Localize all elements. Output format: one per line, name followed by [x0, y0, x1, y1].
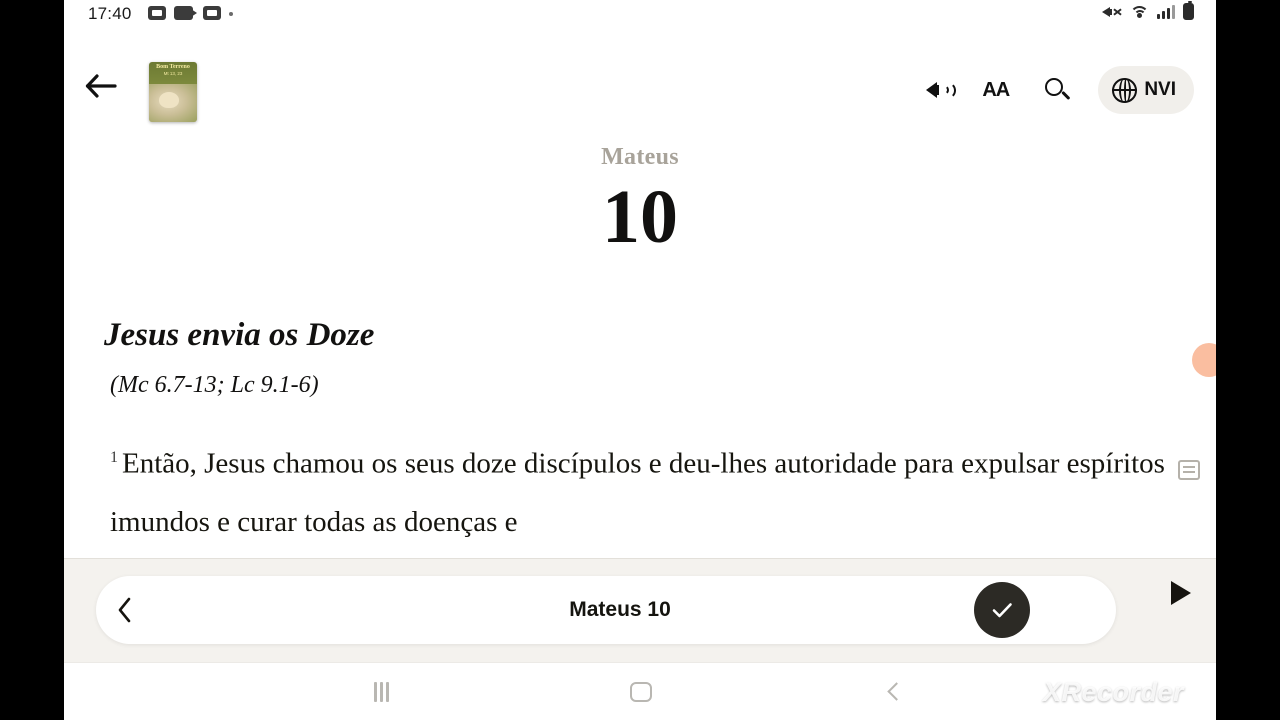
globe-icon: [1112, 78, 1137, 103]
play-button[interactable]: [1154, 569, 1202, 617]
bible-version-chip[interactable]: [1098, 66, 1194, 114]
verse-paragraph[interactable]: [104, 429, 1176, 551]
verse-text: Então, Jesus chamou os seus doze discípulos e deu-lhes autoridade para expulsar espíritos imundos e curar todas as doenças e: [110, 447, 1165, 538]
verse-number: 1: [110, 449, 118, 466]
audio-player-card: [96, 576, 1116, 644]
back-button[interactable]: [84, 72, 118, 100]
app-top-bar: [64, 30, 1216, 102]
play-icon: [1171, 581, 1191, 605]
cellular-signal-icon: [1157, 4, 1175, 19]
video-camera-icon: [174, 6, 193, 20]
search-icon[interactable]: [1040, 73, 1074, 107]
section-cross-reference: (Mc 6.7-13; Lc 9.1-6): [110, 372, 319, 398]
scripture-content: [64, 144, 1216, 551]
screen-chip-icon: [203, 6, 221, 20]
battery-icon: [1183, 3, 1194, 20]
status-bar: [64, 0, 1216, 30]
font-size-button[interactable]: [982, 73, 1016, 107]
book-name: Mateus: [601, 144, 679, 170]
screen-recorder-watermark: XRecorder: [1042, 677, 1184, 707]
status-bar-right-cluster: [1102, 3, 1194, 20]
book-cover-title: Bom Terreno: [156, 64, 190, 70]
wifi-icon: [1130, 4, 1149, 19]
book-cover-image: [149, 84, 197, 122]
section-heading: Jesus envia os Doze: [104, 317, 375, 353]
volume-mute-icon: [1102, 3, 1122, 20]
book-cover-thumbnail[interactable]: [149, 62, 197, 122]
screen-record-chip-icon: [148, 6, 166, 20]
phone-viewport: [64, 0, 1216, 720]
note-icon[interactable]: [1178, 460, 1200, 480]
audio-player-bar: [64, 558, 1216, 662]
font-size-label: AA: [982, 79, 1010, 101]
speaker-icon[interactable]: [924, 73, 958, 107]
android-nav-bar: [64, 662, 1216, 720]
chapter-number: 10: [602, 175, 678, 259]
check-button[interactable]: [974, 582, 1030, 638]
book-cover-subtitle: Mt 13, 23: [163, 71, 183, 76]
back-icon[interactable]: [886, 682, 900, 702]
status-dot-icon: [229, 12, 233, 16]
recents-icon[interactable]: [374, 682, 396, 702]
top-bar-actions: [924, 66, 1194, 114]
home-icon[interactable]: [630, 682, 652, 702]
player-title: Mateus 10: [569, 598, 671, 621]
bible-version-label: NVI: [1144, 79, 1176, 100]
status-bar-clock: 17:40: [88, 4, 132, 23]
